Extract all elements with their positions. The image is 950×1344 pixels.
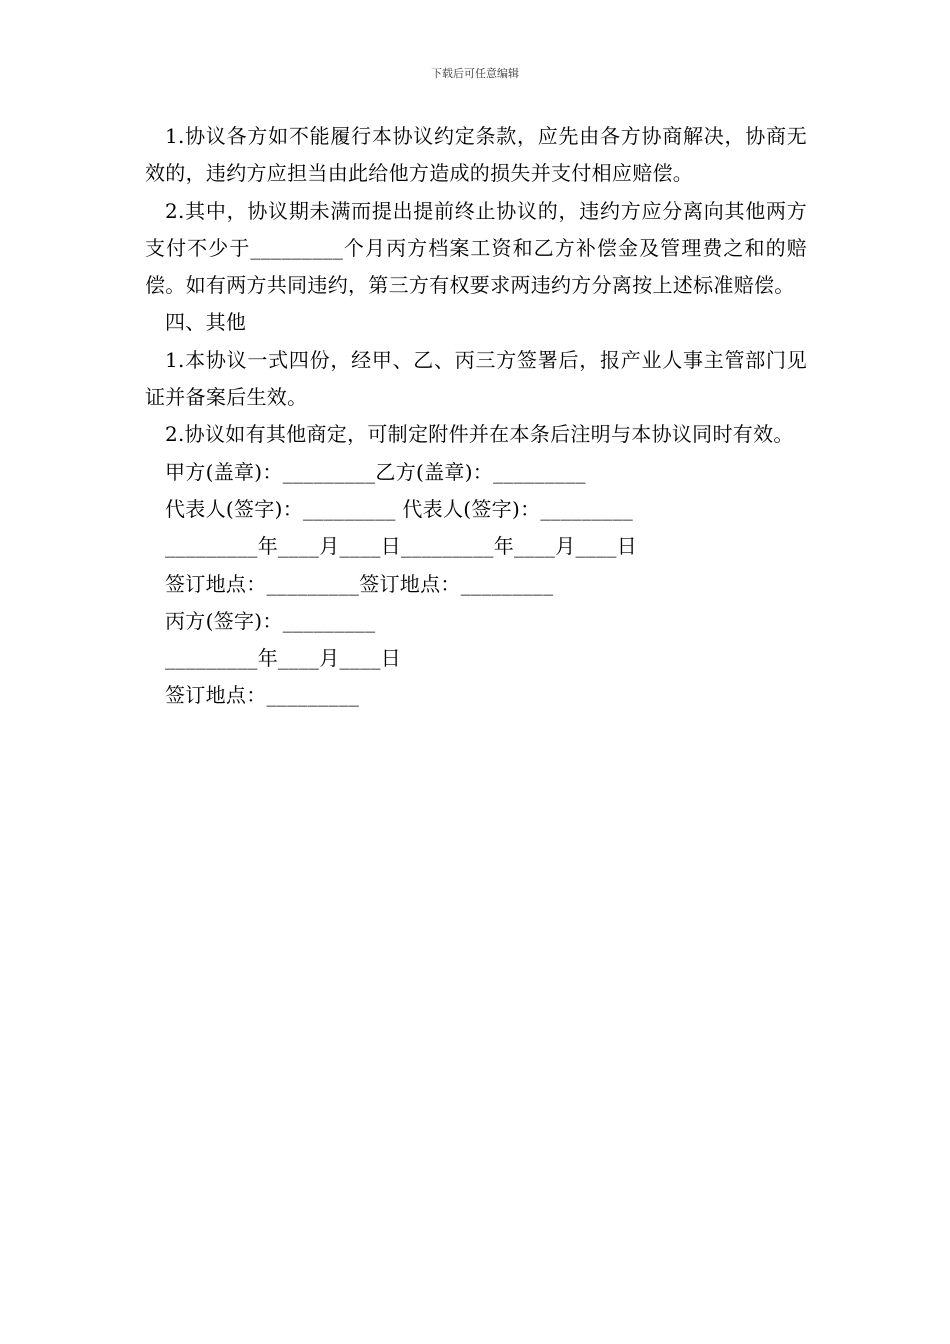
signature-party-c: 丙方(签字)：_________ <box>165 608 376 633</box>
section-heading-other: 四、其他 <box>165 310 247 335</box>
signature-place-c: 签订地点：_________ <box>165 683 360 708</box>
clause-copies-effective: 1.本协议一式四份，经甲、乙、丙三方签署后，报产业人事主管部门见证并备案后生效。 <box>145 347 807 410</box>
clause-breach-resolution: 1.协议各方如不能履行本协议约定条款，应先由各方协商解决，协商无效的，违约方应担当由此给他方造成的损失并支付相应赔偿。 <box>145 124 807 186</box>
clause-early-termination: 2.其中，协议期未满而提出提前终止协议的，违约方应分离向其他两方支付不少于_________个月丙方档案工资和乙方补偿金及管理费之和的赔偿。如有两方共同违约，第三方有权要求两违约方分离按上述标准赔偿。 <box>145 198 807 298</box>
document-body <box>145 118 807 715</box>
page-header: 下载后可任意编辑 <box>431 67 519 80</box>
signature-party-a-b: 甲方(盖章)：_________乙方(盖章)：_________ <box>165 459 586 484</box>
signature-date-c: _________年____月____日 <box>165 646 401 671</box>
clause-attachments: 2.协议如有其他商定，可制定附件并在本条后注明与本协议同时有效。 <box>165 422 794 447</box>
signature-representatives: 代表人(签字)：_________ 代表人(签字)：_________ <box>165 496 634 521</box>
signature-dates-a-b: _________年____月____日_________年____月____日 <box>165 534 637 559</box>
signature-places-a-b: 签订地点：_________签订地点：_________ <box>165 571 554 596</box>
